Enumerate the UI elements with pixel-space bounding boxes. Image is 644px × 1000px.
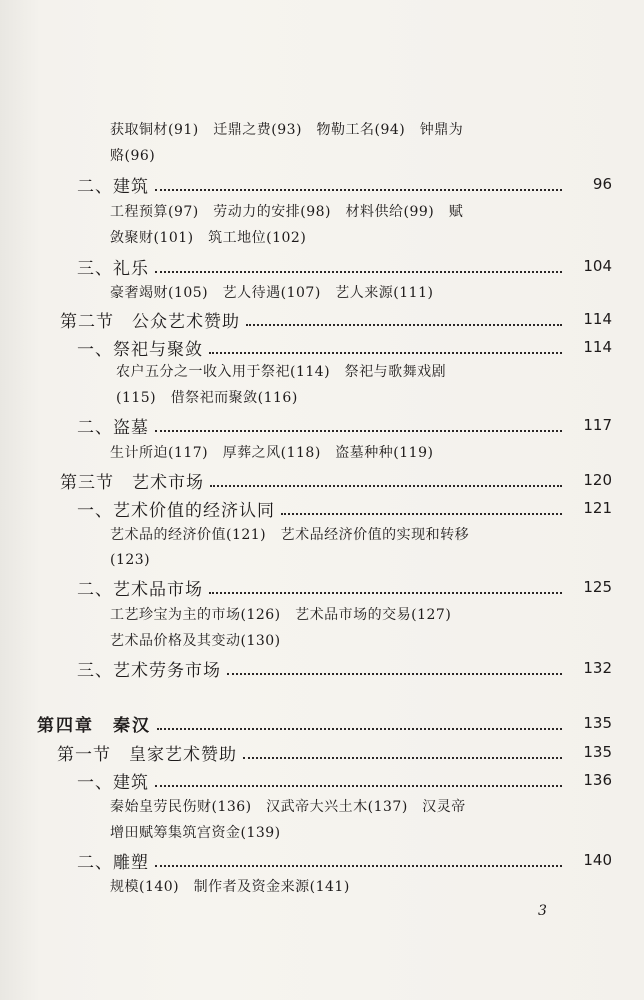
toc-entry-title: 二、雕塑: [77, 852, 149, 873]
toc-entry-title: 二、艺术品市场: [77, 579, 203, 600]
toc-row: [0, 573, 644, 603]
toc-chapter-entry[interactable]: [37, 709, 612, 737]
leader-dots: [281, 512, 562, 515]
toc-entry-title: 一、祭祀与聚敛: [77, 339, 203, 360]
toc-row: [0, 738, 644, 768]
toc-row: [0, 494, 644, 524]
toc-entry-page: 140: [583, 851, 612, 869]
toc-entry-title: 二、盗墓: [77, 417, 149, 438]
toc-row: [0, 333, 644, 363]
toc-entry-page: 132: [583, 659, 612, 677]
toc-entry[interactable]: [77, 333, 612, 361]
toc-entry-title: 第三节 艺术市场: [60, 472, 204, 493]
toc-entry[interactable]: [60, 305, 612, 333]
toc-subentries: 获取铜材(91) 迁鼎之费(93) 物勒工名(94) 钟鼎为: [110, 122, 464, 138]
toc-entry-page: 136: [583, 771, 612, 789]
toc-entry-page: 125: [583, 578, 612, 596]
toc-entry-title: 第一节 皇家艺术赞助: [57, 744, 237, 765]
toc-entry-page: 104: [583, 257, 612, 275]
toc-entry[interactable]: [77, 766, 612, 794]
toc-entry-title: 一、艺术价值的经济认同: [77, 500, 275, 521]
toc-subentries: 赂(96): [110, 148, 156, 164]
toc-entry-page: 117: [583, 416, 612, 434]
toc-subentries: 秦始皇劳民伤财(136) 汉武帝大兴土木(137) 汉灵帝: [110, 799, 466, 815]
toc-row: [0, 846, 644, 876]
toc-subentries: 规模(140) 制作者及资金来源(141): [110, 879, 350, 895]
leader-dots: [155, 784, 562, 787]
toc-row: [0, 466, 644, 496]
toc-entry[interactable]: [77, 411, 612, 439]
toc-row: [0, 252, 644, 282]
toc-entry-page: 114: [583, 310, 612, 328]
toc-entry-page: 96: [592, 175, 612, 193]
toc-entry[interactable]: [77, 170, 612, 198]
toc-entry[interactable]: [77, 654, 612, 682]
toc-subentries: 工程预算(97) 劳动力的安排(98) 材料供给(99) 赋: [110, 204, 464, 220]
toc-entry-page: 114: [583, 338, 612, 356]
toc-row: [0, 170, 644, 200]
leader-dots: [209, 351, 562, 354]
toc-entry-title: 二、建筑: [77, 176, 149, 197]
toc-entry-page: 120: [583, 471, 612, 489]
toc-subentries: (115) 借祭祀而聚敛(116): [116, 390, 298, 406]
leader-dots: [209, 591, 562, 594]
toc-entry[interactable]: [60, 466, 612, 494]
toc-subentries: 增田赋筹集筑宫资金(139): [110, 825, 281, 841]
toc-row: [0, 766, 644, 796]
toc-entry-title: 第二节 公众艺术赞助: [60, 311, 240, 332]
toc-subentries: 农户五分之一收入用于祭祀(114) 祭祀与歌舞戏剧: [116, 364, 447, 380]
toc-entry-title: 一、建筑: [77, 772, 149, 793]
leader-dots: [157, 727, 562, 730]
toc-entry-page: 135: [583, 743, 612, 761]
leader-dots: [243, 756, 562, 759]
toc-subentries: (123): [110, 552, 151, 568]
toc-subentries: 生计所迫(117) 厚葬之风(118) 盗墓种种(119): [110, 445, 434, 461]
toc-subentries: 艺术品价格及其变动(130): [110, 633, 281, 649]
leader-dots: [227, 672, 562, 675]
toc-entry[interactable]: [77, 252, 612, 280]
toc-row: [0, 305, 644, 335]
leader-dots: [155, 864, 562, 867]
toc-entry[interactable]: [77, 494, 612, 522]
toc-entry-title: 三、礼乐: [77, 258, 149, 279]
toc-row: [0, 709, 644, 739]
toc-entry-title: 三、艺术劳务市场: [77, 660, 221, 681]
leader-dots: [155, 429, 562, 432]
toc-entry-page: 121: [583, 499, 612, 517]
toc-subentries: 工艺珍宝为主的市场(126) 艺术品市场的交易(127): [110, 607, 452, 623]
toc-entry-title: 第四章 秦汉: [37, 715, 151, 736]
toc-row: [0, 411, 644, 441]
leader-dots: [246, 323, 562, 326]
leader-dots: [155, 188, 562, 191]
toc-entry[interactable]: [57, 738, 612, 766]
leader-dots: [155, 270, 562, 273]
toc-subentries: 豪奢竭财(105) 艺人待遇(107) 艺人来源(111): [110, 285, 434, 301]
toc-subentries: 敛聚财(101) 筑工地位(102): [110, 230, 307, 246]
toc-entry-page: 135: [583, 714, 612, 732]
toc-entry[interactable]: [77, 846, 612, 874]
toc-entry[interactable]: [77, 573, 612, 601]
page-number: 3: [538, 903, 547, 919]
leader-dots: [210, 484, 562, 487]
toc-row: [0, 654, 644, 684]
toc-subentries: 艺术品的经济价值(121) 艺术品经济价值的实现和转移: [110, 527, 470, 543]
